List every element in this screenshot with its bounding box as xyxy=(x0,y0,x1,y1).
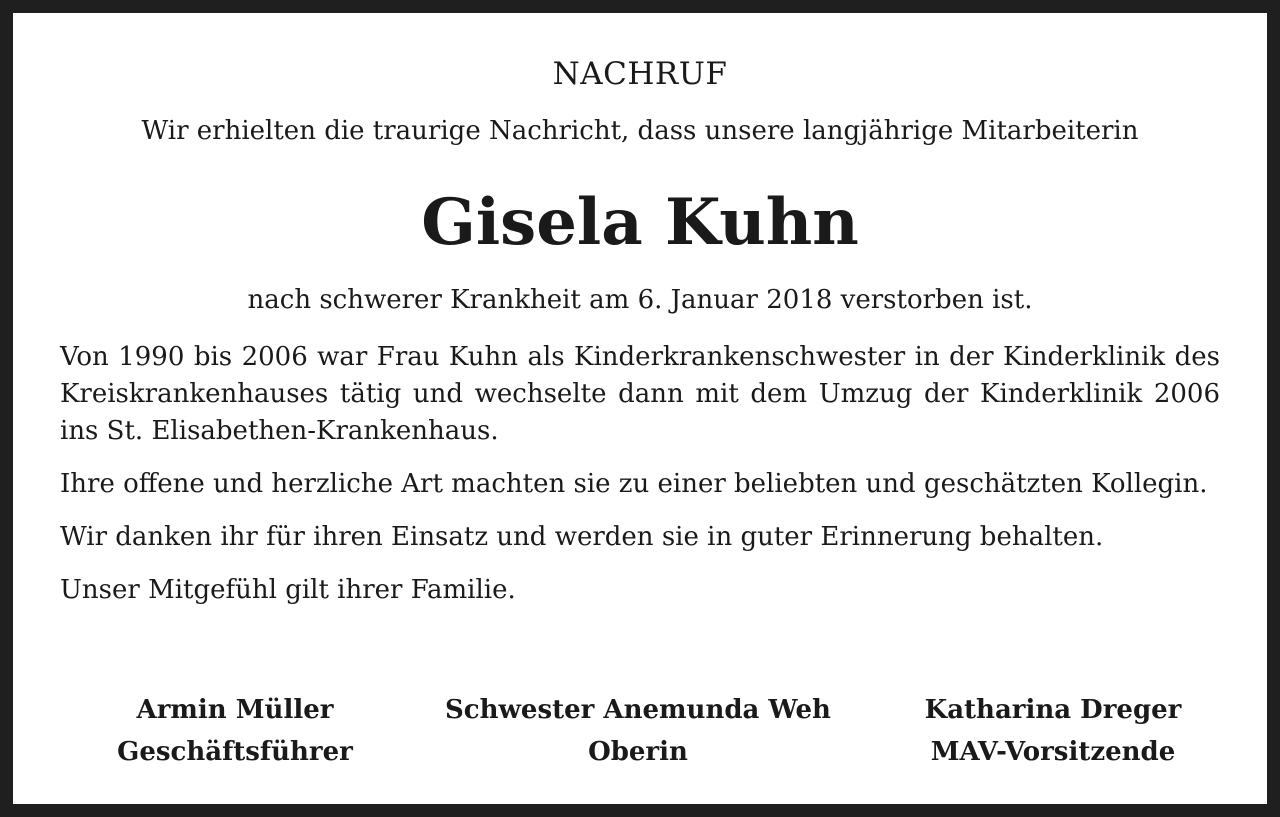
signer-role: Oberin xyxy=(588,737,688,767)
notice-heading: NACHRUF xyxy=(552,56,728,92)
paragraph-thanks: Wir danken ihr für ihren Einsatz und werden sie in guter Erinnerung behalten. xyxy=(60,522,1104,552)
death-line: nach schwerer Krankheit am 6. Januar 2018 verstorben ist. xyxy=(247,285,1033,315)
signer-head-nurse xyxy=(433,689,843,773)
signer-name: Armin Müller xyxy=(136,695,334,725)
signer-role: Geschäftsführer xyxy=(117,737,353,767)
paragraph-character: Ihre offene und herzliche Art machten sie zu einer beliebten und geschätzten Kollegin. xyxy=(60,469,1208,499)
deceased-name: Gisela Kuhn xyxy=(421,185,859,260)
signer-managing-director xyxy=(85,689,385,773)
signer-name: Schwester Anemunda Weh xyxy=(445,695,831,725)
signer-mav-chair xyxy=(908,689,1198,773)
signer-name: Katharina Dreger xyxy=(924,695,1182,725)
paragraph-condolence: Unser Mitgefühl gilt ihrer Familie. xyxy=(60,575,516,605)
intro-line: Wir erhielten die traurige Nachricht, dass unsere langjährige Mitarbeiterin xyxy=(141,116,1139,146)
obituary-body xyxy=(60,339,1220,625)
signer-role: MAV-Vorsitzende xyxy=(930,737,1176,767)
obituary-notice xyxy=(13,13,1267,804)
paragraph-career: Von 1990 bis 2006 war Frau Kuhn als Kinderkrankenschwester in der Kinderklinik des Kreiskrankenhauses tätig und wechselte dann mit dem Umzug der Kinderklinik 2006 ins St. Elisabethen-Krankenhaus. xyxy=(60,342,1220,446)
